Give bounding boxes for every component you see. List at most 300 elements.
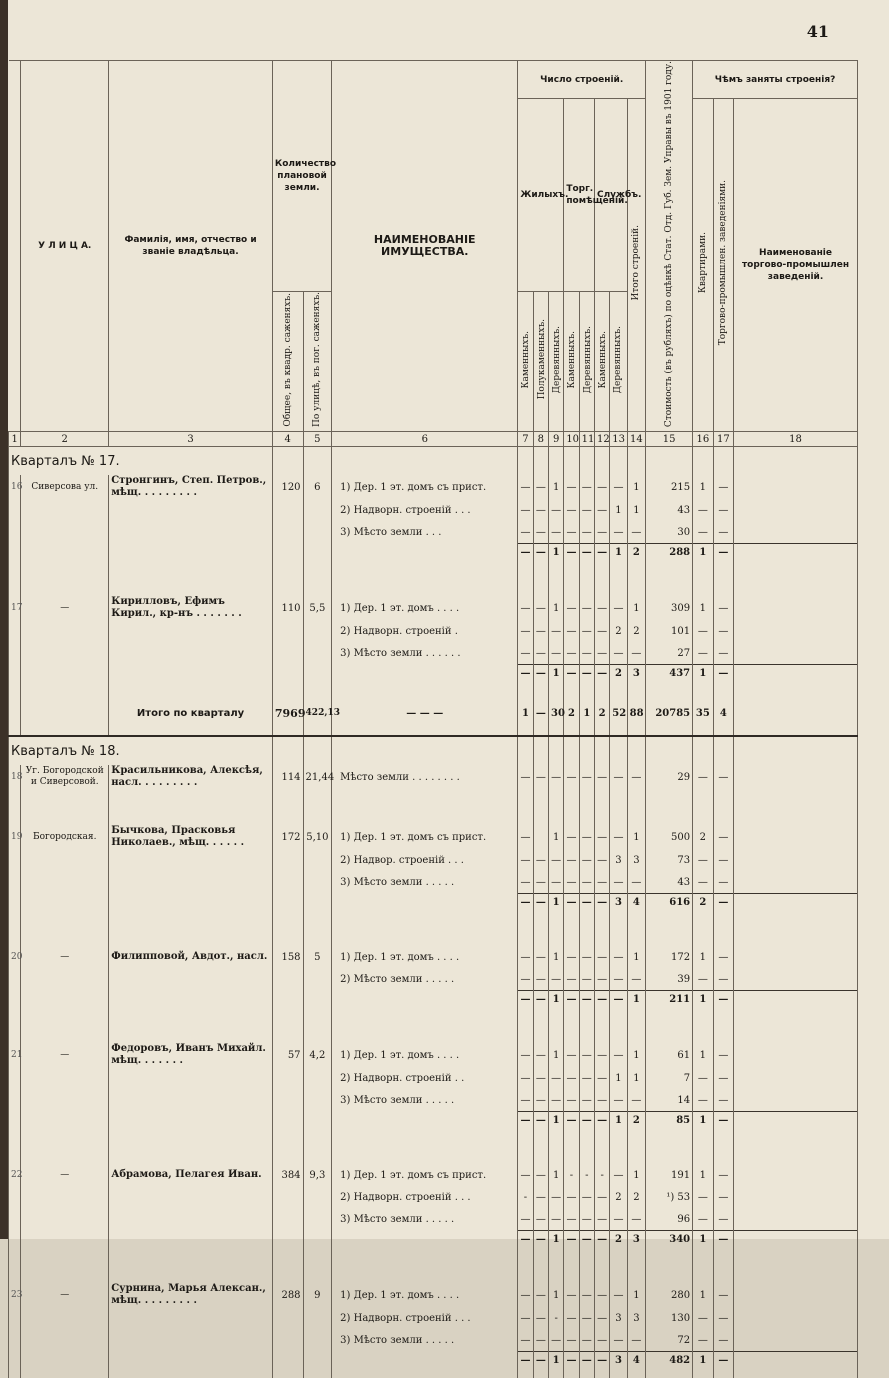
building-count: 1	[627, 596, 645, 620]
property-row	[9, 1283, 858, 1307]
building-count: —	[594, 1231, 609, 1248]
building-count: —	[579, 765, 594, 789]
building-count: -	[518, 1186, 533, 1208]
building-count: 3	[627, 665, 645, 682]
building-count: 1	[548, 991, 563, 1008]
land-frontage: 4,2	[303, 1043, 332, 1067]
owner-name: Бычкова, Прасковья Николаев., мѣщ. . . . . .	[109, 825, 273, 849]
building-count: —	[518, 475, 533, 499]
property-name: 2) Надворн. строеній . . .	[332, 1186, 518, 1208]
building-count: —	[518, 1352, 533, 1369]
building-count: 1	[627, 1283, 645, 1307]
entry-index: 21	[9, 1043, 21, 1067]
building-count: —	[564, 1089, 579, 1112]
building-count: —	[518, 620, 533, 642]
building-count: —	[579, 1112, 594, 1129]
building-count: —	[564, 1186, 579, 1208]
entry-index: 19	[9, 825, 21, 849]
header-value: Стоимость (въ рубляхъ) по оцѣнкѣ Стат. Отд. Губ. Зем. Управы въ 1901 году.	[664, 61, 675, 428]
value-rubles: 43	[646, 499, 693, 521]
building-count: —	[594, 521, 609, 544]
property-name: 1) Дер. 1 эт. домъ . . . .	[332, 1043, 518, 1067]
entry-index: 23	[9, 1283, 21, 1307]
quarter-title: Кварталъ № 17.	[9, 447, 273, 476]
establishments-count: —	[713, 1329, 733, 1352]
building-count: —	[579, 475, 594, 499]
building-count: —	[579, 894, 594, 911]
building-count: 2	[610, 620, 627, 642]
building-count: —	[610, 871, 627, 894]
value-rubles: 616	[646, 894, 693, 911]
apartments-count: —	[693, 521, 713, 544]
building-count: —	[518, 849, 533, 871]
building-count: —	[533, 1112, 548, 1129]
building-count: —	[564, 894, 579, 911]
building-count: —	[548, 1089, 563, 1112]
building-count: —	[533, 620, 548, 642]
value-rubles: 85	[646, 1112, 693, 1129]
building-count: —	[627, 765, 645, 789]
building-count: —	[533, 642, 548, 665]
building-count: —	[610, 521, 627, 544]
apartments-count: —	[693, 1208, 713, 1231]
ledger-page	[8, 0, 889, 1366]
land-area: 158	[272, 946, 303, 968]
building-count: —	[533, 1164, 548, 1186]
property-ledger-table	[8, 60, 858, 1378]
property-row	[9, 765, 858, 789]
quarter-total-area: 7969	[272, 691, 303, 736]
building-count: 1	[548, 894, 563, 911]
building-count: —	[579, 1307, 594, 1329]
building-count: —	[594, 1283, 609, 1307]
building-count: —	[533, 1067, 548, 1089]
building-count: —	[610, 991, 627, 1008]
apartments-count: 1	[693, 1043, 713, 1067]
value-rubles: 96	[646, 1208, 693, 1231]
property-name: 2) Надворн. строеній . . .	[332, 499, 518, 521]
building-count: —	[610, 765, 627, 789]
building-count: —	[627, 1208, 645, 1231]
header-residential: Жилыхъ.	[518, 99, 564, 292]
establishments-count: —	[713, 1067, 733, 1089]
establishments-count: —	[713, 849, 733, 871]
property-name: 1) Дер. 1 эт. домъ съ прист.	[332, 825, 518, 849]
building-count: —	[579, 1043, 594, 1067]
building-count: 1	[627, 1043, 645, 1067]
building-count: —	[627, 521, 645, 544]
column-number: 10	[564, 432, 579, 447]
apartments-count: —	[693, 620, 713, 642]
building-count: —	[533, 1089, 548, 1112]
property-name: 1) Дер. 1 эт. домъ съ прист.	[332, 475, 518, 499]
building-count: 1	[627, 825, 645, 849]
apartments-count: 1	[693, 665, 713, 682]
establishments-count: —	[713, 1307, 733, 1329]
building-count: 2	[627, 544, 645, 561]
building-count: —	[579, 1329, 594, 1352]
establishments-count: —	[713, 544, 733, 561]
building-count: 2	[627, 1112, 645, 1129]
land-frontage: 5	[303, 946, 332, 968]
establishments-count: —	[713, 1283, 733, 1307]
header-buildings: Число строеній.	[518, 61, 646, 99]
book-spine	[0, 0, 8, 1239]
entry-subtotal-row	[9, 1112, 858, 1129]
header-trade-name: Наименованіе торгово-промышлен заведеній.	[734, 99, 858, 432]
property-name: 3) Мѣсто земли . . . . . .	[332, 642, 518, 665]
building-count: —	[594, 1208, 609, 1231]
building-count: —	[518, 1208, 533, 1231]
apartments-count: 2	[693, 825, 713, 849]
building-count: —	[579, 991, 594, 1008]
building-count: —	[579, 1186, 594, 1208]
establishments-count: —	[713, 1186, 733, 1208]
building-count: —	[579, 1283, 594, 1307]
owner-name: Федоровъ, Иванъ Михайл. мѣщ. . . . . . .	[109, 1043, 273, 1067]
building-count: —	[564, 1329, 579, 1352]
entry-index: 22	[9, 1164, 21, 1186]
property-row	[9, 1186, 858, 1208]
building-count: —	[518, 642, 533, 665]
establishments-count: —	[713, 620, 733, 642]
building-count: —	[579, 849, 594, 871]
building-count: —	[533, 1307, 548, 1329]
building-count: —	[548, 1208, 563, 1231]
building-count: —	[610, 1283, 627, 1307]
property-name: Мѣсто земли . . . . . . . .	[332, 765, 518, 789]
building-count: 1	[548, 825, 563, 849]
column-number: 6	[332, 432, 518, 447]
apartments-count: —	[693, 1067, 713, 1089]
value-rubles: 280	[646, 1283, 693, 1307]
apartments-count: 1	[693, 596, 713, 620]
building-count: —	[518, 968, 533, 991]
building-count: —	[533, 765, 548, 789]
value-rubles: 215	[646, 475, 693, 499]
building-count: 2	[610, 1231, 627, 1248]
establishments-count: —	[713, 1043, 733, 1067]
building-count: —	[533, 1352, 548, 1369]
building-count: —	[594, 499, 609, 521]
building-count: —	[548, 521, 563, 544]
building-count: 3	[610, 1307, 627, 1329]
building-count: —	[533, 871, 548, 894]
building-count: —	[518, 991, 533, 1008]
header-land-street: По улицѣ, въ пог. саженяхъ.	[312, 292, 323, 427]
establishments-count: —	[713, 871, 733, 894]
header-land-total: Общее, въ квадр. саженяхъ.	[282, 292, 293, 427]
header-land-qty: Количество плановой земли.	[272, 61, 331, 292]
property-row	[9, 968, 858, 991]
owner-name: Кирилловъ, Ефимъ Кирил., кр-нъ . . . . . . .	[109, 596, 273, 620]
building-count: —	[594, 1186, 609, 1208]
value-rubles: 27	[646, 642, 693, 665]
building-count: —	[594, 946, 609, 968]
building-count: —	[594, 642, 609, 665]
header-property: НАИМЕНОВАНІЕ ИМУЩЕСТВА.	[332, 61, 518, 432]
building-count: 1	[548, 1231, 563, 1248]
building-count: —	[594, 1067, 609, 1089]
building-count: 2	[610, 665, 627, 682]
establishments-count: —	[713, 665, 733, 682]
building-count: —	[548, 642, 563, 665]
entry-index: 17	[9, 596, 21, 620]
value-rubles: ¹) 53	[646, 1186, 693, 1208]
property-row	[9, 1329, 858, 1352]
building-count: —	[548, 1329, 563, 1352]
entry-subtotal-row	[9, 991, 858, 1008]
building-count: —	[518, 1283, 533, 1307]
building-count: —	[579, 1231, 594, 1248]
building-count: —	[564, 1043, 579, 1067]
building-count: —	[518, 1089, 533, 1112]
property-name: 2) Мѣсто земли . . . . .	[332, 968, 518, 991]
establishments-count: —	[713, 968, 733, 991]
building-count: —	[548, 620, 563, 642]
value-rubles: 39	[646, 968, 693, 991]
building-count: —	[518, 1164, 533, 1186]
apartments-count: —	[693, 642, 713, 665]
header-material-wooden: Деревянныхъ.	[582, 325, 593, 394]
building-count: —	[533, 946, 548, 968]
value-rubles: 288	[646, 544, 693, 561]
building-count: —	[533, 1186, 548, 1208]
value-rubles: 73	[646, 849, 693, 871]
building-count: —	[533, 475, 548, 499]
establishments-count: —	[713, 1208, 733, 1231]
column-number: 13	[610, 432, 627, 447]
apartments-count: —	[693, 1307, 713, 1329]
apartments-count: 35	[693, 691, 713, 736]
building-count: -	[594, 1164, 609, 1186]
column-number: 9	[548, 432, 563, 447]
property-name: 3) Мѣсто земли . . . . .	[332, 1089, 518, 1112]
apartments-count: 1	[693, 1164, 713, 1186]
building-count: —	[564, 521, 579, 544]
property-name: 3) Мѣсто земли . . . . .	[332, 1208, 518, 1231]
building-count: —	[564, 849, 579, 871]
establishments-count: —	[713, 642, 733, 665]
building-count: —	[518, 871, 533, 894]
land-frontage: 9,3	[303, 1164, 332, 1186]
building-count: —	[579, 1352, 594, 1369]
building-count: —	[564, 765, 579, 789]
building-count: —	[564, 946, 579, 968]
building-count: 1	[610, 1112, 627, 1129]
value-rubles: 172	[646, 946, 693, 968]
apartments-count: —	[693, 968, 713, 991]
building-count: —	[610, 1164, 627, 1186]
building-count: —	[579, 1067, 594, 1089]
building-count: —	[579, 642, 594, 665]
header-total-buildings: Итого строеній.	[631, 225, 642, 301]
building-count: -	[579, 1164, 594, 1186]
property-name: 3) Мѣсто земли . . . . .	[332, 871, 518, 894]
building-count: —	[518, 825, 533, 849]
header-street: У Л И Ц А.	[21, 61, 109, 432]
header-material-stone: Каменныхъ.	[567, 330, 578, 389]
building-count: -	[548, 1307, 563, 1329]
header-material-stone: Каменныхъ.	[597, 330, 608, 389]
street-name: —	[21, 1164, 109, 1186]
building-count: 1	[627, 991, 645, 1008]
land-area: 384	[272, 1164, 303, 1186]
building-count: —	[594, 1307, 609, 1329]
land-area: 110	[272, 596, 303, 620]
establishments-count: —	[713, 1089, 733, 1112]
building-count: —	[579, 1208, 594, 1231]
building-count: —	[610, 475, 627, 499]
land-frontage: 5,5	[303, 596, 332, 620]
building-count: 1	[548, 1112, 563, 1129]
property-name: 2) Надворн. строеній .	[332, 620, 518, 642]
establishments-count: —	[713, 596, 733, 620]
property-row	[9, 1067, 858, 1089]
property-name: 1) Дер. 1 эт. домъ съ прист.	[332, 1164, 518, 1186]
property-row	[9, 1307, 858, 1329]
building-count: —	[579, 596, 594, 620]
column-number: 4	[272, 432, 303, 447]
building-count: 1	[627, 1067, 645, 1089]
building-count: —	[533, 1043, 548, 1067]
building-count: —	[594, 991, 609, 1008]
column-number: 15	[646, 432, 693, 447]
column-number: 5	[303, 432, 332, 447]
street-name: —	[21, 946, 109, 968]
land-area: 288	[272, 1283, 303, 1307]
building-count: —	[594, 968, 609, 991]
land-frontage: 9	[303, 1283, 332, 1307]
property-name: 2) Надворн. строеній . .	[332, 1067, 518, 1089]
property-row	[9, 642, 858, 665]
column-number: 18	[734, 432, 858, 447]
property-row	[9, 596, 858, 620]
property-name: 1) Дер. 1 эт. домъ . . . .	[332, 596, 518, 620]
building-count: 2	[564, 691, 579, 736]
building-count: —	[518, 596, 533, 620]
property-row	[9, 1208, 858, 1231]
building-count: —	[518, 544, 533, 561]
land-frontage: 5,10	[303, 825, 332, 849]
building-count: —	[518, 1112, 533, 1129]
building-count: —	[579, 544, 594, 561]
property-row	[9, 1164, 858, 1186]
building-count: 1	[579, 691, 594, 736]
building-count: —	[594, 1112, 609, 1129]
value-rubles: 72	[646, 1329, 693, 1352]
value-rubles: 437	[646, 665, 693, 682]
street-name: —	[21, 1283, 109, 1307]
building-count: 1	[610, 1067, 627, 1089]
building-count: 3	[610, 894, 627, 911]
building-count: —	[564, 968, 579, 991]
property-row	[9, 825, 858, 849]
entry-subtotal-row	[9, 894, 858, 911]
building-count: 1	[548, 1164, 563, 1186]
building-count: —	[579, 620, 594, 642]
property-name: 2) Надворн. строеній . . .	[332, 1307, 518, 1329]
building-count: —	[533, 849, 548, 871]
apartments-count: —	[693, 1186, 713, 1208]
apartments-count: 1	[693, 1283, 713, 1307]
establishments-count: —	[713, 825, 733, 849]
quarter-total-frontage: 422,13	[303, 691, 332, 736]
entry-index: 18	[9, 765, 21, 789]
land-frontage: 6	[303, 475, 332, 499]
establishments-count: —	[713, 946, 733, 968]
entry-subtotal-row	[9, 1231, 858, 1248]
header-material-wooden: Деревянныхъ.	[613, 325, 624, 394]
apartments-count: 2	[693, 894, 713, 911]
header-material-semistone: Полукаменныхъ.	[536, 319, 547, 400]
building-count: —	[533, 991, 548, 1008]
apartments-count: —	[693, 499, 713, 521]
building-count: —	[610, 1043, 627, 1067]
building-count: —	[564, 991, 579, 1008]
building-count: —	[610, 1329, 627, 1352]
building-count: 2	[627, 620, 645, 642]
value-rubles: 43	[646, 871, 693, 894]
column-number: 1	[9, 432, 21, 447]
building-count: —	[518, 1043, 533, 1067]
building-count: 2	[627, 1186, 645, 1208]
property-row	[9, 499, 858, 521]
establishments-count: —	[713, 1352, 733, 1369]
building-count: —	[610, 946, 627, 968]
value-rubles: 7	[646, 1067, 693, 1089]
building-count: —	[579, 871, 594, 894]
property-row	[9, 521, 858, 544]
quarter-total-label: Итого по кварталу	[109, 691, 273, 736]
building-count: —	[564, 620, 579, 642]
building-count: —	[518, 946, 533, 968]
building-count: —	[627, 968, 645, 991]
building-count: —	[610, 825, 627, 849]
street-name: Уг. Богородской и Сиверсовой.	[21, 765, 109, 789]
building-count: 1	[548, 665, 563, 682]
building-count: —	[594, 596, 609, 620]
street-name: Богородская.	[21, 825, 109, 849]
building-count: —	[533, 665, 548, 682]
building-count: —	[594, 1089, 609, 1112]
column-number: 2	[21, 432, 109, 447]
column-number: 12	[594, 432, 609, 447]
entry-subtotal-row	[9, 544, 858, 561]
building-count	[533, 825, 548, 849]
land-area: 114	[272, 765, 303, 789]
building-count: 1	[548, 475, 563, 499]
establishments-count: —	[713, 475, 733, 499]
building-count: —	[564, 642, 579, 665]
establishments-count: —	[713, 894, 733, 911]
apartments-count: 1	[693, 946, 713, 968]
entry-index: 20	[9, 946, 21, 968]
apartments-count: 1	[693, 544, 713, 561]
apartments-count: 1	[693, 991, 713, 1008]
building-count: 1	[627, 946, 645, 968]
building-count: 1	[548, 544, 563, 561]
property-name: 1) Дер. 1 эт. домъ . . . .	[332, 1283, 518, 1307]
header-apartments: Квартирами.	[697, 232, 708, 294]
header-occupied: Чѣмъ заняты строенія?	[693, 61, 858, 99]
column-number: 3	[109, 432, 273, 447]
building-count: 1	[610, 499, 627, 521]
building-count: —	[627, 642, 645, 665]
property-row	[9, 1043, 858, 1067]
building-count: —	[533, 1283, 548, 1307]
building-count: 1	[627, 1164, 645, 1186]
